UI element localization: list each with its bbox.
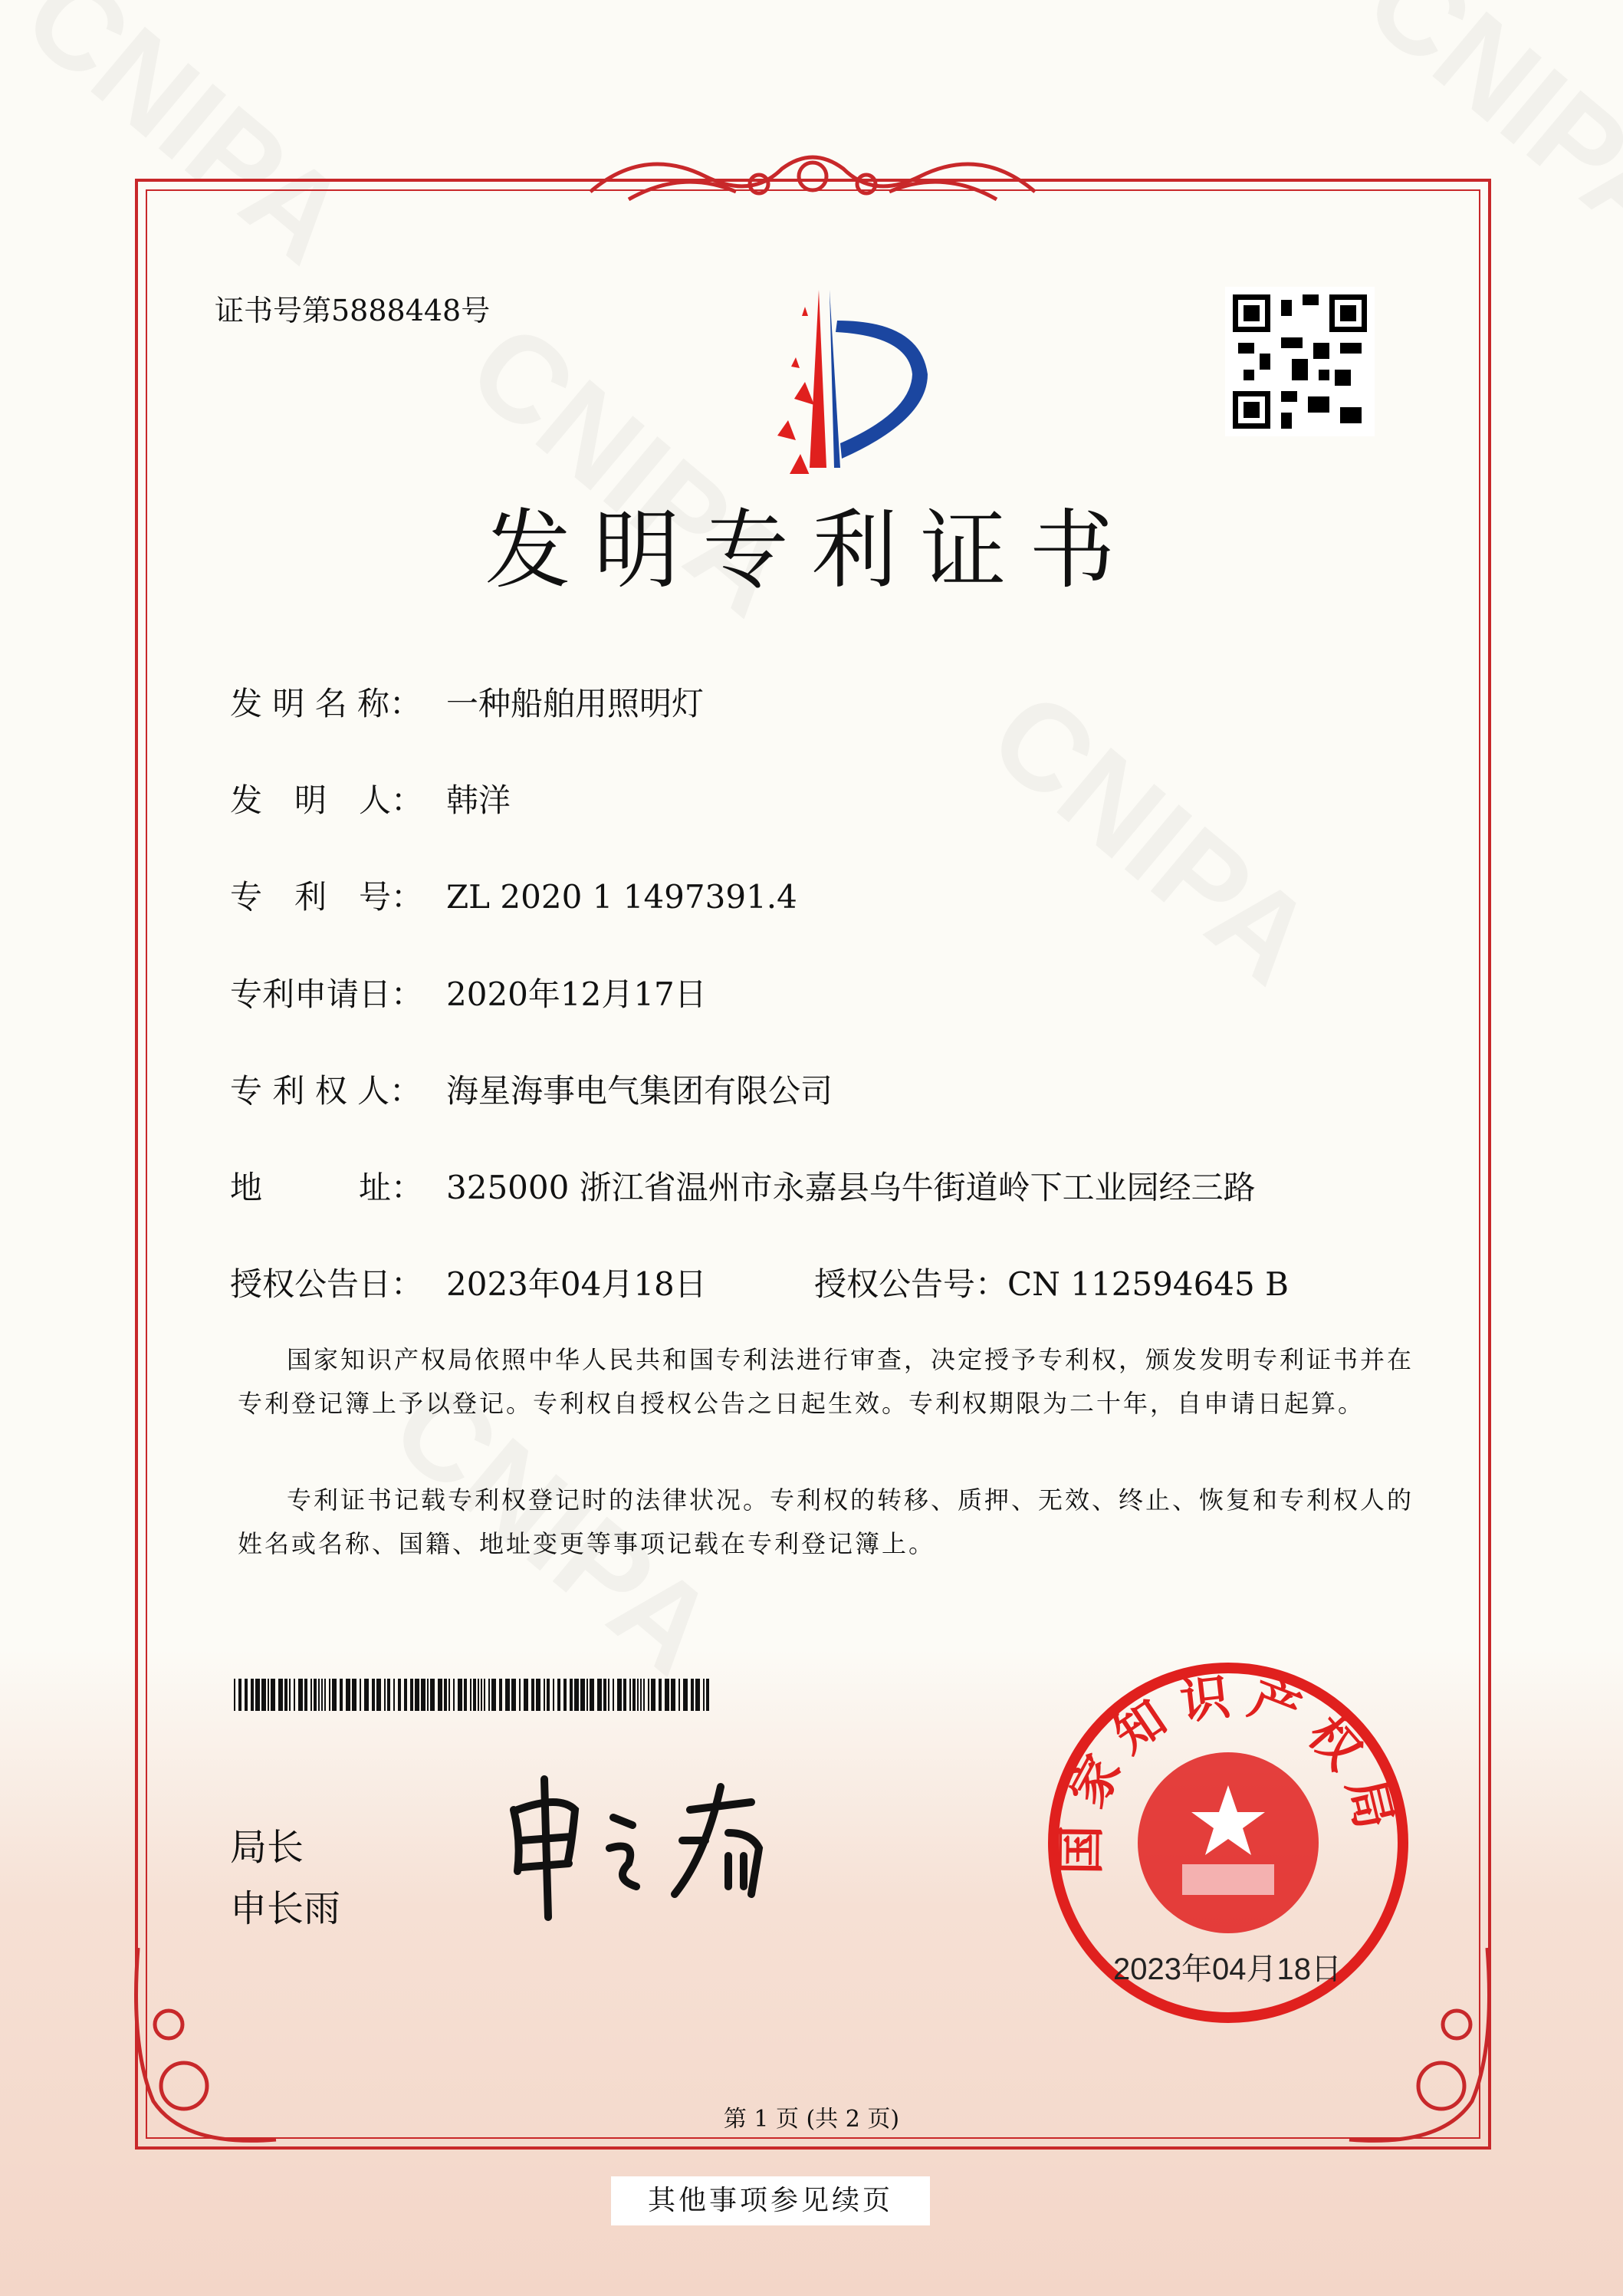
field-value: ZL 2020 1 1497391.4 bbox=[446, 878, 797, 916]
barcode-bar bbox=[271, 1679, 275, 1711]
barcode-bar bbox=[376, 1679, 381, 1711]
field-application-date bbox=[230, 969, 707, 1015]
barcode-bar bbox=[329, 1679, 330, 1711]
barcode-bar bbox=[603, 1679, 606, 1711]
signatory-title: 局长 bbox=[230, 1826, 304, 1869]
barcode-bar bbox=[372, 1679, 375, 1711]
barcode-bar bbox=[448, 1679, 450, 1711]
barcode-bar bbox=[519, 1679, 521, 1711]
barcode-bar bbox=[648, 1679, 649, 1711]
barcode-bar bbox=[352, 1679, 356, 1711]
field-invention-name bbox=[230, 679, 704, 725]
field-value: 一种船舶用照明灯 bbox=[446, 685, 705, 722]
barcode-bar bbox=[659, 1679, 662, 1711]
barcode-bar bbox=[387, 1679, 390, 1711]
barcode-bar bbox=[473, 1679, 476, 1711]
barcode-bar bbox=[415, 1679, 419, 1711]
barcode-bar bbox=[234, 1679, 235, 1711]
barcode-bar bbox=[404, 1679, 407, 1711]
field-grant-date bbox=[230, 1259, 707, 1305]
barcode-bar bbox=[632, 1679, 636, 1711]
paragraph-legal-status: 专利证书记载专利权登记时的法律状况。专利权的转移、质押、无效、终止、恢复和专利权人的姓名或名称、国籍、地址变更等事项记载在专利登记簿上。 bbox=[238, 1485, 1414, 1558]
barcode-bar bbox=[597, 1679, 602, 1711]
field-value: CN 112594645 B bbox=[1007, 1265, 1289, 1303]
barcode-bar bbox=[238, 1679, 241, 1711]
barcode-bar bbox=[563, 1679, 567, 1711]
seal-text: 国家知识产权局 bbox=[1053, 1667, 1406, 1875]
field-label: 发 明 人： bbox=[230, 781, 424, 819]
barcode-bar bbox=[547, 1679, 550, 1711]
barcode-bar bbox=[427, 1679, 429, 1711]
barcode-bar bbox=[314, 1679, 317, 1711]
barcode-bar bbox=[478, 1679, 479, 1711]
field-value: 325000 浙江省温州市永嘉县乌牛街道岭下工业园经三路 bbox=[446, 1169, 1256, 1206]
barcode-bar bbox=[268, 1679, 269, 1711]
barcode-bar bbox=[491, 1679, 496, 1711]
barcode-bar bbox=[499, 1679, 502, 1711]
barcode-bar bbox=[324, 1679, 326, 1711]
field-value: 海星海事电气集团有限公司 bbox=[446, 1072, 833, 1110]
barcode-bar bbox=[524, 1679, 528, 1711]
barcode-bar bbox=[444, 1679, 447, 1711]
barcode-bar bbox=[453, 1679, 455, 1711]
barcode-bar bbox=[278, 1679, 283, 1711]
barcode-bar bbox=[623, 1679, 626, 1711]
barcode-bar bbox=[511, 1679, 516, 1711]
barcode-bar bbox=[393, 1679, 395, 1711]
top-ornament bbox=[583, 138, 1043, 222]
barcode-bar bbox=[261, 1679, 266, 1711]
certificate-number: 证书号第5888448号 bbox=[215, 294, 491, 327]
barcode-bar bbox=[484, 1679, 485, 1711]
barcode-bar bbox=[245, 1679, 248, 1711]
barcode-bar bbox=[678, 1679, 680, 1711]
field-label: 地 址： bbox=[230, 1169, 424, 1206]
barcode-bar bbox=[574, 1679, 579, 1711]
barcode-bar bbox=[590, 1679, 594, 1711]
barcode-bar bbox=[651, 1679, 655, 1711]
field-patent-number bbox=[230, 872, 797, 918]
barcode-bar bbox=[580, 1679, 585, 1711]
barcode-bar bbox=[505, 1679, 510, 1711]
qr-code[interactable] bbox=[1225, 287, 1375, 436]
field-announcement-number bbox=[814, 1259, 1289, 1305]
barcode bbox=[234, 1679, 712, 1711]
barcode-bar bbox=[284, 1679, 287, 1711]
field-patentee bbox=[230, 1066, 833, 1112]
barcode-bar bbox=[364, 1679, 369, 1711]
barcode-bar bbox=[421, 1679, 425, 1711]
barcode-bar bbox=[340, 1679, 343, 1711]
field-value: 2023年04月18日 bbox=[446, 1265, 707, 1303]
barcode-bar bbox=[570, 1679, 573, 1711]
barcode-bar bbox=[318, 1679, 320, 1711]
seal-date: 2023年04月18日 bbox=[1113, 1952, 1342, 1986]
field-label: 授权公告号： bbox=[814, 1265, 1008, 1303]
cnipa-logo bbox=[690, 290, 935, 474]
barcode-bar bbox=[481, 1679, 482, 1711]
continued-note: 其他事项参见续页 bbox=[611, 2176, 930, 2225]
barcode-bar bbox=[438, 1679, 442, 1711]
barcode-bar bbox=[321, 1679, 323, 1711]
barcode-bar bbox=[458, 1679, 462, 1711]
field-label: 授权公告日： bbox=[230, 1265, 424, 1303]
barcode-bar bbox=[665, 1679, 669, 1711]
field-label: 专利申请日： bbox=[230, 975, 424, 1013]
page-indicator: 第 1 页 (共 2 页) bbox=[723, 2106, 900, 2133]
barcode-bar bbox=[332, 1679, 337, 1711]
signatory-name: 申长雨 bbox=[230, 1887, 341, 1930]
barcode-bar bbox=[346, 1679, 350, 1711]
paragraph-grant: 国家知识产权局依照中华人民共和国专利法进行审查，决定授予专利权，颁发发明专利证书并在专利登记簿上予以登记。专利权自授权公告之日起生效。专利权期限为二十年，自申请日起算。 bbox=[238, 1345, 1414, 1418]
field-value: 2020年12月17日 bbox=[446, 975, 707, 1013]
field-label: 专 利 号： bbox=[230, 878, 424, 916]
barcode-bar bbox=[398, 1679, 401, 1711]
barcode-bar bbox=[255, 1679, 260, 1711]
barcode-bar bbox=[586, 1679, 588, 1711]
field-address bbox=[230, 1163, 1256, 1209]
barcode-bar bbox=[553, 1679, 554, 1711]
barcode-bar bbox=[488, 1679, 490, 1711]
barcode-bar bbox=[643, 1679, 645, 1711]
barcode-bar bbox=[310, 1679, 312, 1711]
barcode-bar bbox=[706, 1679, 709, 1711]
barcode-bar bbox=[640, 1679, 642, 1711]
barcode-bar bbox=[683, 1679, 688, 1711]
barcode-bar bbox=[629, 1679, 631, 1711]
barcode-bar bbox=[304, 1679, 307, 1711]
barcode-bar bbox=[544, 1679, 545, 1711]
barcode-bar bbox=[557, 1679, 560, 1711]
barcode-bar bbox=[536, 1679, 540, 1711]
field-value: 韩洋 bbox=[446, 781, 511, 819]
barcode-bar bbox=[470, 1679, 471, 1711]
barcode-bar bbox=[410, 1679, 413, 1711]
barcode-bar bbox=[691, 1679, 694, 1711]
barcode-bar bbox=[703, 1679, 705, 1711]
barcode-bar bbox=[695, 1679, 700, 1711]
field-inventor bbox=[230, 775, 511, 821]
barcode-bar bbox=[671, 1679, 675, 1711]
barcode-bar bbox=[294, 1679, 295, 1711]
field-label: 发 明 名 称： bbox=[230, 685, 422, 722]
barcode-bar bbox=[384, 1679, 386, 1711]
barcode-bar bbox=[613, 1679, 614, 1711]
barcode-bar bbox=[360, 1679, 361, 1711]
field-label: 专 利 权 人： bbox=[230, 1072, 422, 1110]
barcode-bar bbox=[531, 1679, 534, 1711]
barcode-bar bbox=[289, 1679, 291, 1711]
barcode-bar bbox=[298, 1679, 303, 1711]
barcode-bar bbox=[251, 1679, 254, 1711]
barcode-bar bbox=[637, 1679, 639, 1711]
barcode-bar bbox=[464, 1679, 467, 1711]
handwritten-signature bbox=[498, 1764, 836, 1933]
page-title: 发明专利证书 bbox=[485, 501, 1138, 600]
barcode-bar bbox=[430, 1679, 435, 1711]
barcode-bar bbox=[617, 1679, 622, 1711]
barcode-bar bbox=[608, 1679, 609, 1711]
